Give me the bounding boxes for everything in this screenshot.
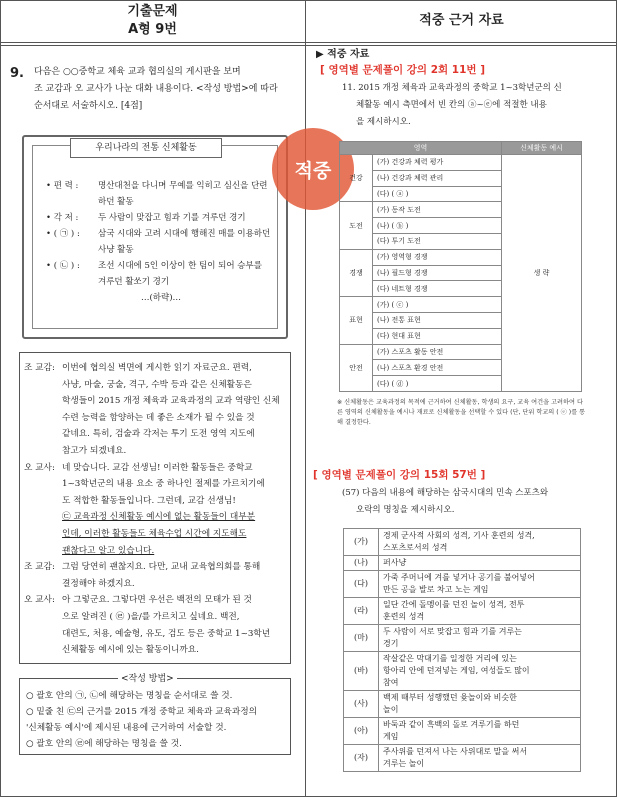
folk-sport-row: (아) 바둑과 같이 흑백의 돌로 겨루기를 하던 게임 — [344, 718, 581, 745]
method-text — [26, 688, 288, 752]
curriculum-row: (나) 전통 표현 — [340, 312, 582, 328]
right-question-1: 11. 2015 개정 체육과 교육과정의 중학교 1~3학년군의 신 체활동 예시 측면에서 빈 칸의 ⓐ~ⓔ에 적절한 내용 을 제시하시오. — [342, 83, 562, 127]
col-area: 영역 — [340, 142, 502, 155]
curriculum-row: (다) ( ⓐ ) — [340, 186, 582, 202]
question-line: 순서대로 서술하시오. [4점] — [34, 101, 143, 111]
area-cell: 도전 — [340, 202, 373, 249]
method-line: ○ 밑줄 친 ㉢의 근거를 2015 개정 중학교 체육과 교육과정의 — [26, 707, 258, 717]
area-cell: 경쟁 — [340, 249, 373, 296]
header-rule-double — [0, 45, 617, 46]
curriculum-row: 경쟁 (가) 영역형 경쟁 — [340, 249, 582, 265]
question-text — [34, 64, 292, 115]
question-line: 다음은 ○○중학교 체육 교과 협의실의 게시판을 보며 — [34, 67, 241, 77]
bulletin-title: 우리나라의 전통 신체활동 — [70, 138, 222, 158]
folk-sports-table — [343, 528, 581, 772]
curriculum-row: (다) 네트형 경쟁 — [340, 281, 582, 297]
table-note: ※ 신체활동은 교육과정의 목적에 근거하여 신체활동, 학생의 요구, 교육 여건을 고려하여 다른 영역의 신체활동을 예시나 재료로 신체활동을 선택할 수 있다 (단, 단위 학교의 ( ⓔ )를 통해 결정한다. — [337, 399, 586, 426]
folk-sport-row: (라) 일단 간에 돌멩이를 던진 놀이 성격, 전투 훈련의 성격 — [344, 598, 581, 625]
speaker: 조 교감: — [24, 562, 55, 573]
folk-sport-row: (다) 가죽 주머니에 겨를 넣거나 공기를 불어넣어 만든 공을 발로 차고 노는 게임 — [344, 571, 581, 598]
header-rule — [0, 42, 617, 43]
folk-sport-row: (마) 두 사람이 서로 맞잡고 힘과 기를 겨루는 경기 — [344, 625, 581, 652]
folk-sport-row: (사) 백제 때부터 성행했던 윷놀이와 비슷한 놀이 — [344, 691, 581, 718]
dialog-turn: 오 교사: 네 맞습니다. 교감 선생님! 이러한 활동들은 중학교 1~3학년군의 내용 요소 중 하나인 절제를 가르치기에 도 적합한 활동들입니다. 그런데, 교감 선생님! ㉢ 교육과정 신체활동 예시에 없는 활동들이 대부분 인데, 이러한 활동들도 체육수업 시간에 지도해도 괜찮다고 알고 있습니다. — [24, 460, 286, 560]
folk-sport-row: (가) 경제 군사적 사회의 성격, 기사 훈련의 성격, 스포츠로서의 성격 — [344, 529, 581, 556]
activity-list — [46, 178, 276, 306]
area-cell: 표현 — [340, 297, 373, 344]
folk-sport-row: (자) 주사위를 던져서 나는 사위대로 말을 써서 겨루는 놀이 — [344, 745, 581, 772]
lecture-ref-1: [ 영역별 문제풀이 강의 2회 11번 ] — [320, 64, 486, 76]
activity-item: • ( ㉠ ) : 삼국 시대와 고려 시대에 행해진 매를 이용하던 사냥 활동 — [46, 229, 271, 255]
omitted-cell: 생 략 — [502, 155, 582, 392]
left-header-title: 기출문제 — [127, 4, 178, 19]
more-omitted: …(하략)… — [140, 293, 182, 303]
left-header-sub: A형 9번 — [128, 22, 177, 37]
right-heading: ▶ 적중 자료 — [316, 49, 370, 60]
area-cell: 안전 — [340, 344, 373, 391]
col-examples: 신체활동 예시 — [502, 142, 582, 155]
area-cell: 건강 — [340, 155, 373, 202]
curriculum-row: (다) ( ⓓ ) — [340, 376, 582, 392]
speaker: 오 교사: — [24, 595, 55, 606]
lecture-ref-2: [ 영역별 문제풀이 강의 15회 57번 ] — [313, 469, 486, 481]
curriculum-row: (나) 건강과 체력 관리 — [340, 170, 582, 186]
curriculum-table — [339, 141, 582, 392]
curriculum-row: 안전 (가) 스포츠 활동 안전 — [340, 344, 582, 360]
method-line: '신체활동 예시'에 제시된 내용에 근거하여 서술할 것. — [26, 723, 227, 733]
curriculum-row: (나) 스포츠 환경 안전 — [340, 360, 582, 376]
activity-item: • ( ㉡ ) : 조선 시대에 5인 이상이 한 팀이 되어 승부를 겨루던 활쏘기 경기 — [46, 261, 262, 287]
folk-sport-row: (바) 작살같은 막대기를 일정한 거리에 있는 항아리 안에 던져넣는 게임, 여성들도 많이 참여 — [344, 652, 581, 691]
right-header — [306, 0, 617, 42]
speaker: 오 교사: — [24, 462, 55, 473]
question-line: 조 교감과 오 교사가 나눈 대화 내용이다. <작성 방법>에 따라 — [34, 84, 278, 94]
right-question-2: (57) 다음의 내용에 해당하는 삼국시대의 민속 스포츠와 오락의 명칭을 제시하시오. — [342, 488, 549, 515]
curriculum-row: (다) 투기 도전 — [340, 233, 582, 249]
curriculum-row: 표현 (가) ( ⓒ ) — [340, 297, 582, 313]
curriculum-row: (나) 필드형 경쟁 — [340, 265, 582, 281]
hit-stamp: 적중 — [272, 128, 354, 210]
activity-item: • 각 저 : 두 사람이 맞잡고 힘과 기를 겨루던 경기 — [46, 213, 246, 223]
left-header — [0, 0, 305, 42]
dialog-turn: 조 교감: 그럼 당연히 괜찮지요. 다만, 교내 교육협의회를 통해 결정해야 하겠지요. — [24, 559, 286, 592]
folk-sport-row: (나) 퍼사냥 — [344, 556, 581, 571]
speaker: 조 교감: — [24, 363, 55, 373]
column-divider — [305, 0, 306, 797]
method-title: <작성 방법> — [118, 671, 177, 684]
curriculum-row: (다) 현대 표현 — [340, 328, 582, 344]
dialog-turn: 조 교감: 이번에 협의실 벽면에 게시한 읽기 자료군요. 편력, 사냥, 마술, 궁술, 격구, 수박 등과 같은 신체활동은 학생들이 2015 개정 체육과 교육과정의 교과 역량인 신체 수련 능력을 함양하는 데 좋은 소재가 될 수 있을 것 같네요. 특히, 검술과 각저는 투기 도전 영역 지도에 참고가 되겠네요. — [24, 360, 286, 460]
curriculum-row: 도전 (가) 동작 도전 — [340, 202, 582, 218]
question-number: 9. — [10, 66, 24, 81]
curriculum-row: 건강 (가) 건강과 체력 평가 생 략 — [340, 155, 582, 171]
dialog-turn: 오 교사: 아 그렇군요. 그렇다면 우선은 백전의 모태가 된 것 으로 알려진 ( ㉣ )을/를 가르치고 싶네요. 백전, 대련도, 처용, 예술형, 유도, 검도 등은 중학교 1~3학년 신체활동 예시에 있는 활동이니까요. — [24, 592, 286, 658]
activity-item: • 편 력 : 명산대천을 다니며 무예를 익히고 심신을 단련 하던 활동 — [46, 181, 268, 207]
method-line: ○ 괄호 안의 ㉣에 해당하는 명칭을 쓸 것. — [26, 739, 182, 749]
dialog-text — [24, 360, 286, 659]
curriculum-row: (나) ( ⓑ ) — [340, 218, 582, 234]
right-header-title: 적중 근거 자료 — [419, 13, 504, 28]
method-line: ○ 괄호 안의 ㉠, ㉡에 해당하는 명칭을 순서대로 쓸 것. — [26, 691, 233, 701]
